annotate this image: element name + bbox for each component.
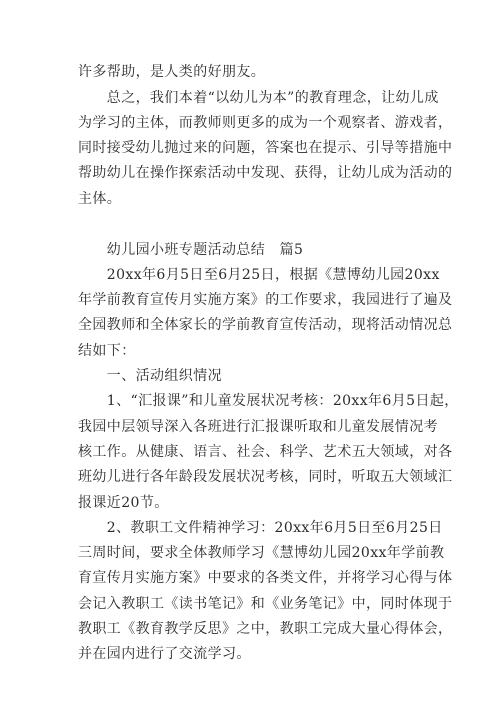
body-text-line: 结如下： [78,343,136,359]
body-text-line: 20xx年6月5日至6月25日，根据《慧博幼儿园20xx [78,267,440,283]
subsection-heading: 一、活动组织情况 [78,368,222,384]
body-text-line: 会记入教职工《读书笔记》和《业务笔记》中，同时体现于 [78,596,453,612]
section-heading: 幼儿园小班专题活动总结 篇5 [78,242,304,258]
body-text-line: 班幼儿进行各年龄段发展状况考核，同时，听取五大领域汇 [78,469,453,485]
body-text-line: 为学习的主体，而教师则更多的成为一个观察者、游戏者， [78,115,453,131]
body-text-line: 1、“汇报课”和儿童发展状况考核：20xx年6月5日起， [78,393,459,409]
body-text-line: 核工作。从健康、语言、社会、科学、艺术五大领域，对各 [78,444,453,460]
body-text-line: 全园教师和全体家长的学前教育宣传活动，现将活动情况总 [78,317,453,333]
body-text-line: 同时接受幼儿抛过来的问题，答案也在提示、引导等措施中 [78,140,453,156]
body-text-line: 三周时间，要求全体教师学习《慧博幼儿园20xx年学前教 [78,545,445,561]
body-text-line: 我园中层领导深入各班进行汇报课听取和儿童发展情况考 [78,419,438,435]
body-text-line: 2、教职工文件精神学习：20xx年6月5日至6月25日 [78,520,443,536]
body-text-line: 年学前教育宣传月实施方案》的工作要求，我园进行了遍及 [78,292,453,308]
body-text-line: 并在园内进行了交流学习。 [78,646,251,662]
body-text-line: 帮助幼儿在操作探索活动中发现、获得，让幼儿成为活动的 [78,165,453,181]
body-text-line: 主体。 [78,191,122,207]
body-text-line: 教职工《教育教学反思》之中，教职工完成大量心得体会， [78,621,453,637]
body-text-line: 育宣传月实施方案》中要求的各类文件，并将学习心得与体 [78,570,453,586]
body-text-line: 许多帮助，是人类的好朋友。 [78,64,266,80]
body-text-line: 报课近20节。 [78,495,169,511]
body-text-line: 总之，我们本着“以幼儿为本”的教育理念，让幼儿成 [78,90,439,106]
